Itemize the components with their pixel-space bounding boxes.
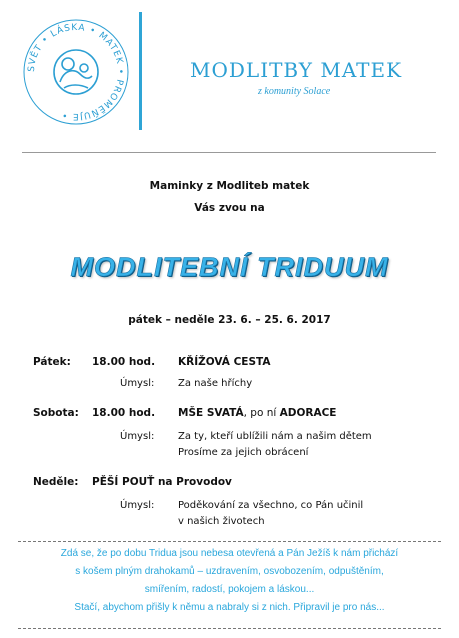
- invitation-line-1: Maminky z Modliteb matek: [149, 180, 310, 192]
- event-dates: pátek – neděle 23. 6. – 25. 6. 2017: [128, 314, 331, 326]
- saturday-event: [178, 407, 336, 419]
- mother-child-emblem-icon: [54, 50, 98, 94]
- saturday-event-connector: , po ní: [243, 407, 280, 419]
- sunday-day: Neděle:: [33, 476, 79, 488]
- logo: [18, 14, 134, 130]
- invitation-line-2: Vás zvou na: [194, 202, 265, 214]
- saturday-day: Sobota:: [33, 407, 79, 419]
- footer-line-2: s košem plným drahokamů – uzdravením, osvobozením, odpuštěním,: [75, 566, 384, 577]
- friday-event: KŘÍŽOVÁ CESTA: [178, 356, 271, 368]
- logo-emblem: [18, 14, 134, 130]
- friday-intent-label: Úmysl:: [120, 378, 155, 389]
- saturday-intent-line-1: Za ty, kteří ublížili nám a našim dětem: [178, 431, 372, 442]
- sunday-event: PĚŠÍ POUŤ na Provodov: [92, 476, 232, 488]
- saturday-event-mass: MŠE SVATÁ: [178, 407, 244, 419]
- sunday-intent-label: Úmysl:: [120, 500, 155, 511]
- header-divider: [139, 12, 142, 130]
- saturday-time: 18.00 hod.: [92, 407, 156, 419]
- friday-intent: Za naše hříchy: [178, 378, 253, 389]
- horizontal-divider: [22, 152, 436, 153]
- footer-line-3: smířením, radostí, pokojem a láskou...: [144, 584, 315, 595]
- logo-ring-text: SVĚT • LÁSKA • MATEK • PROMĚŇUJE •: [26, 22, 126, 122]
- sunday-intent-line-2: v našich životech: [178, 516, 265, 527]
- saturday-event-adoration: ADORACE: [279, 407, 337, 419]
- saturday-intent-label: Úmysl:: [120, 431, 155, 442]
- brand-title: MODLITBY MATEK: [190, 58, 403, 82]
- saturday-intent-line-2: Prosíme za jejich obrácení: [178, 447, 309, 458]
- friday-day: Pátek:: [33, 356, 71, 368]
- event-title: MODLITEBNÍ TRIDUUM: [70, 252, 389, 282]
- friday-time: 18.00 hod.: [92, 356, 156, 368]
- footer-line-1: Zdá se, že po dobu Tridua jsou nebesa otevřená a Pán Ježíš k nám přichází: [60, 548, 399, 559]
- brand-subtitle: z komunity Solace: [258, 86, 331, 97]
- footer-line-4: Stačí, abychom přišly k němu a nabraly si z nich. Připravil je pro nás...: [74, 602, 385, 613]
- sunday-intent-line-1: Poděkování za všechno, co Pán učinil: [178, 500, 364, 511]
